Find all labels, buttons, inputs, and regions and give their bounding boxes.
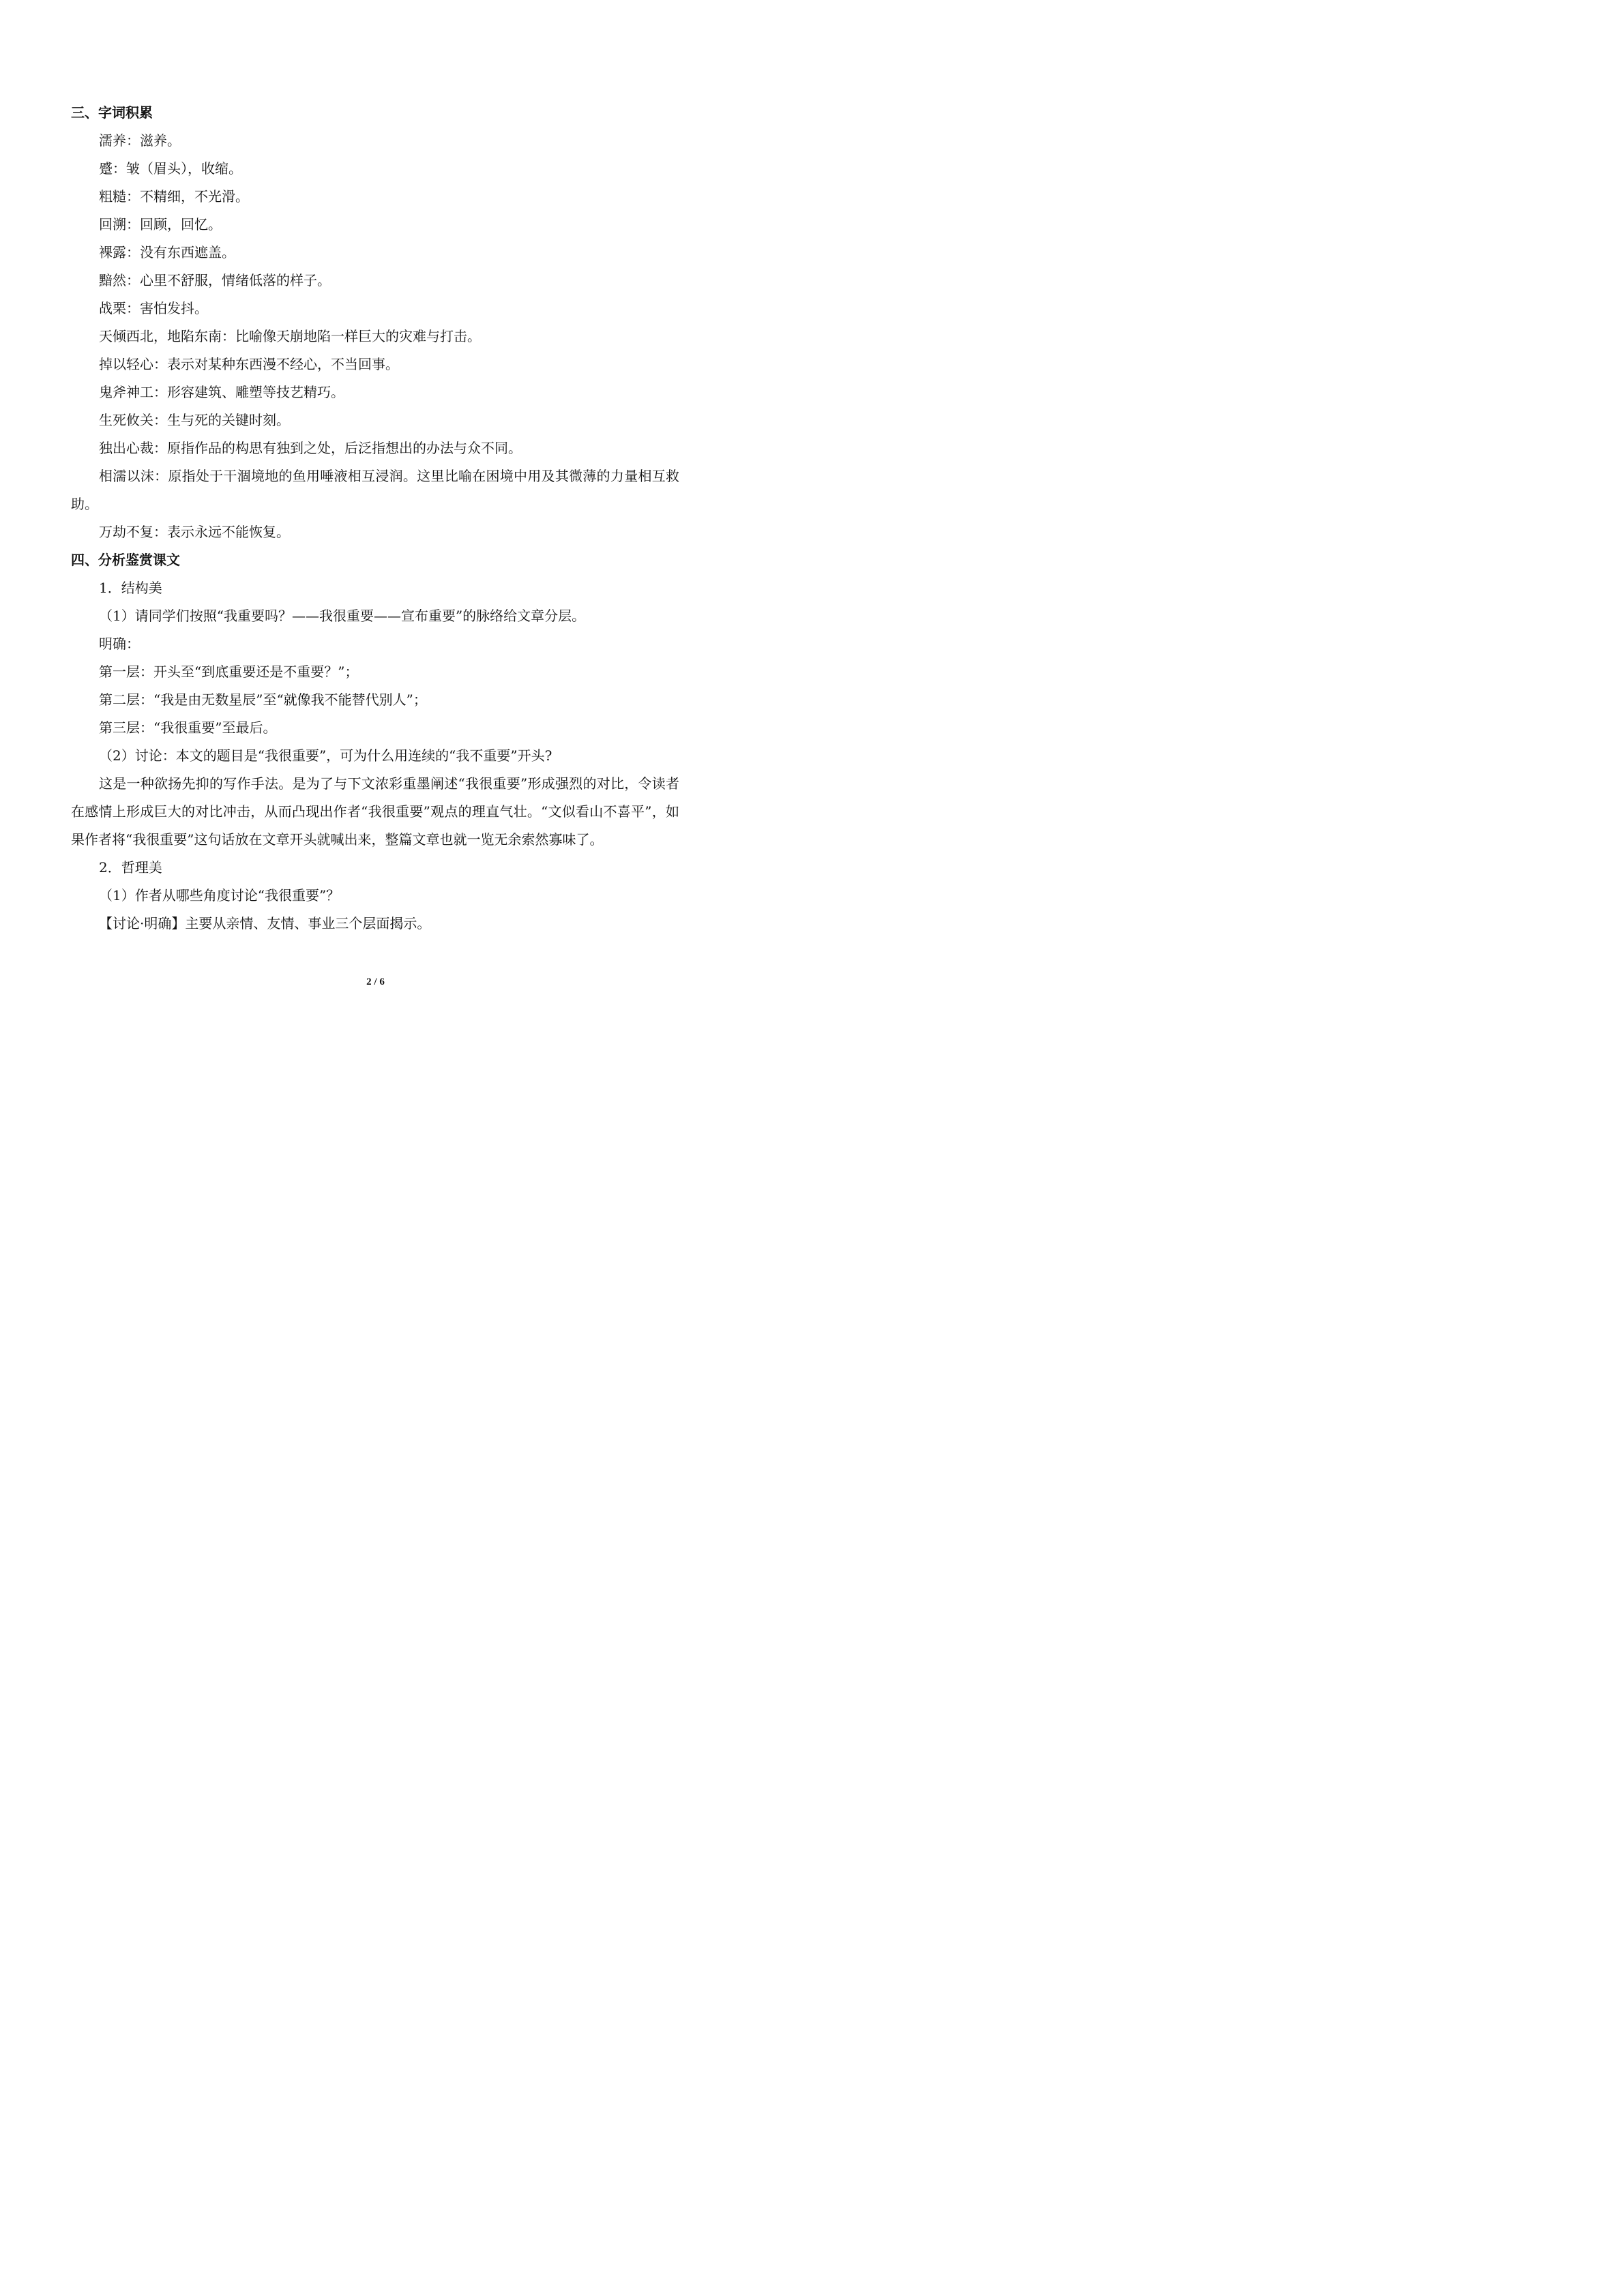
vocab-item: 蹙：皱（眉头），收缩。 (99, 160, 242, 177)
vocab-item: 粗糙：不精细，不光滑。 (99, 188, 249, 205)
vocab-item: 掉以轻心：表示对某种东西漫不经心，不当回事。 (99, 356, 399, 372)
vocab-item: 相濡以沫：原指处于干涸境地的鱼用唾液相互浸润。这里比喻在困境中用及其微薄的力量相互救助。 (71, 468, 679, 512)
section-heading-vocab: 三、字词积累 (71, 104, 153, 121)
question-1: （1）请同学们按照“我重要吗？——我很重要——宣布重要”的脉络给文章分层。 (99, 608, 586, 624)
question-3: （1）作者从哪些角度讨论“我很重要”？ (99, 887, 340, 904)
subheading-structure: 1．结构美 (99, 580, 162, 596)
vocab-item: 黯然：心里不舒服，情绪低落的样子。 (99, 272, 331, 288)
section-heading-analysis: 四、分析鉴赏课文 (71, 552, 180, 568)
subheading-philosophy: 2．哲理美 (99, 859, 162, 876)
vocab-item: 战栗：害怕发抖。 (99, 300, 208, 316)
document-page (0, 0, 751, 1062)
question-2: （2）讨论：本文的题目是“我很重要”，可为什么用连续的“我不重要”开头? (99, 747, 552, 764)
vocab-item: 回溯：回顾，回忆。 (99, 216, 222, 233)
vocab-item: 万劫不复：表示永远不能恢复。 (99, 524, 290, 540)
vocab-item: 生死攸关：生与死的关键时刻。 (99, 412, 290, 428)
answer-3: 【讨论·明确】主要从亲情、友情、事业三个层面揭示。 (99, 915, 431, 931)
answer-2: 这是一种欲扬先抑的写作手法。是为了与下文浓彩重墨阐述“我很重要”形成强烈的对比，令读者在感情上形成巨大的对比冲击，从而凸现出作者“我很重要”观点的理直气壮。“文似看山不喜平”，如果作者将“我很重要”这句话放在文章开头就喊出来，整篇文章也就一览无余索然寡味了。 (71, 775, 679, 848)
page-content (71, 99, 685, 938)
vocab-item: 裸露：没有东西遮盖。 (99, 244, 235, 260)
layer-3: 第三层：“我很重要”至最后。 (99, 719, 277, 736)
clarify-label: 明确： (99, 636, 140, 652)
vocab-item: 濡养：滋养。 (99, 132, 181, 149)
vocab-item: 天倾西北，地陷东南：比喻像天崩地陷一样巨大的灾难与打击。 (99, 328, 481, 344)
layer-1: 第一层：开头至“到底重要还是不重要？”； (99, 664, 359, 680)
page-number: 2 / 6 (366, 976, 385, 987)
vocab-item: 独出心裁：原指作品的构思有独到之处，后泛指想出的办法与众不同。 (99, 440, 522, 456)
vocab-item: 鬼斧神工：形容建筑、雕塑等技艺精巧。 (99, 384, 344, 400)
layer-2: 第二层：“我是由无数星辰”至“就像我不能替代别人”； (99, 691, 427, 708)
